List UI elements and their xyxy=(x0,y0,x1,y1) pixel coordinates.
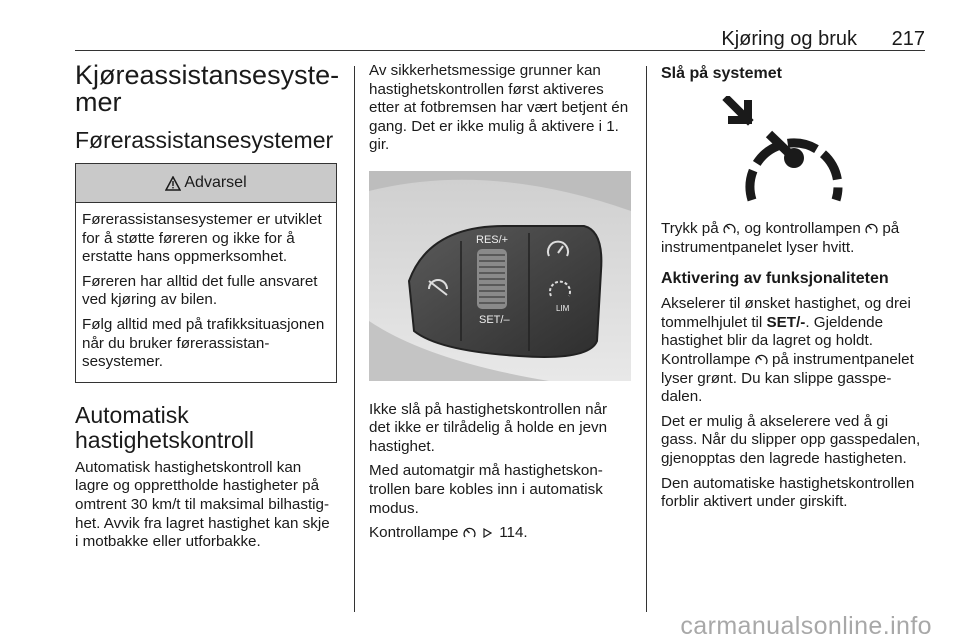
body-paragraph: Av sikkerhetsmessige grunner kan hastighetskontrollen først aktiveres etter at fotbremsen har vært betjent én gang. Det er ikke mulig å aktivere i 1. gir. xyxy=(369,62,629,154)
warning-paragraph: Føreren har alltid det fulle ansvaret ved kjøring av bilen. xyxy=(82,272,318,309)
body-paragraph: Akselerer til ønsket hastighet, og drei tommelhjulet til SET/-. Gjeldende hastighet blir da lagret og holdt. Kontrollampe på instrumentpanelet lyser grønt. Du kan slippe gasspedalen. xyxy=(661,295,914,406)
cruise-control-icon xyxy=(463,527,476,538)
cruise-control-icon xyxy=(755,354,768,365)
body-paragraph: Det er mulig å akselerere ved å gi gass. Når du slipper opp gasspedalen, gjenopptas den lagrede hastigheten. xyxy=(661,412,921,467)
chapter-title: Kjøreassistansesyste- mer xyxy=(75,60,340,117)
res-label: RES/+ xyxy=(476,233,509,246)
warning-paragraph: Førerassistansesystemer er utviklet for å støtte føreren og ikke for å erstatte hans oppmerksomhet. xyxy=(82,211,322,266)
body-paragraph: Trykk på , og kontrollampen på instrumentpanelet lyser hvitt. xyxy=(661,220,900,256)
steering-wheel-controls-photo xyxy=(369,171,631,381)
page-number: 217 xyxy=(891,28,925,50)
column-middle xyxy=(369,62,631,549)
column-divider-1 xyxy=(354,66,355,612)
cruise-control-icon xyxy=(723,223,736,234)
set-label: SET/– xyxy=(479,313,510,326)
column-divider-2 xyxy=(646,66,647,612)
body-paragraph: Med automatgir må hastighetskontrollen bare kobles inn i automatisk modus. xyxy=(369,462,603,517)
column-left xyxy=(75,60,340,558)
page-reference-link[interactable]: 114. xyxy=(499,524,528,542)
warning-heading: Advarsel xyxy=(184,173,247,191)
lim-label: LIM xyxy=(556,303,570,313)
warning-header xyxy=(76,164,336,203)
section-heading: Førerassistansesystemer xyxy=(75,127,334,153)
heading-activation: Aktivering av funksjonaliteten xyxy=(661,270,889,288)
warning-paragraph: Følg alltid med på trafikksituasjonen når du bruker førerassistansesystemer. xyxy=(82,315,325,371)
body-paragraph: Automatisk hastighetskontroll kan lagre og opprettholde hastigheter på omtrent 30 km/t til maksimal bilhastighet. Avvik fra lagret hastighet kan skje i motbakke eller utforbakke. xyxy=(75,458,330,551)
cruise-control-icon xyxy=(865,223,878,234)
subsection-heading: Automatisk hastighetskontroll xyxy=(75,401,254,453)
section-title: Kjøring og bruk xyxy=(721,28,857,50)
watermark: carmanualsonline.info xyxy=(680,612,932,640)
page-header xyxy=(75,28,925,52)
warning-body xyxy=(76,203,336,382)
warning-triangle-icon xyxy=(165,176,181,191)
warning-box xyxy=(75,163,337,383)
arrow-ref-icon xyxy=(483,528,492,538)
body-paragraph: Den automatiske hastighetskontrollen forblir aktivert under girskift. xyxy=(661,474,915,511)
header-rule xyxy=(75,50,925,51)
column-right xyxy=(661,62,927,518)
reference-line: Kontrollampe 114. xyxy=(369,524,528,542)
body-paragraph: Ikke slå på hastighetskontrollen når det ikke er tilrådelig å holde en jevn hastighet. xyxy=(369,400,608,455)
cruise-control-icon xyxy=(714,96,874,208)
heading-switch-on: Slå på systemet xyxy=(661,65,782,82)
